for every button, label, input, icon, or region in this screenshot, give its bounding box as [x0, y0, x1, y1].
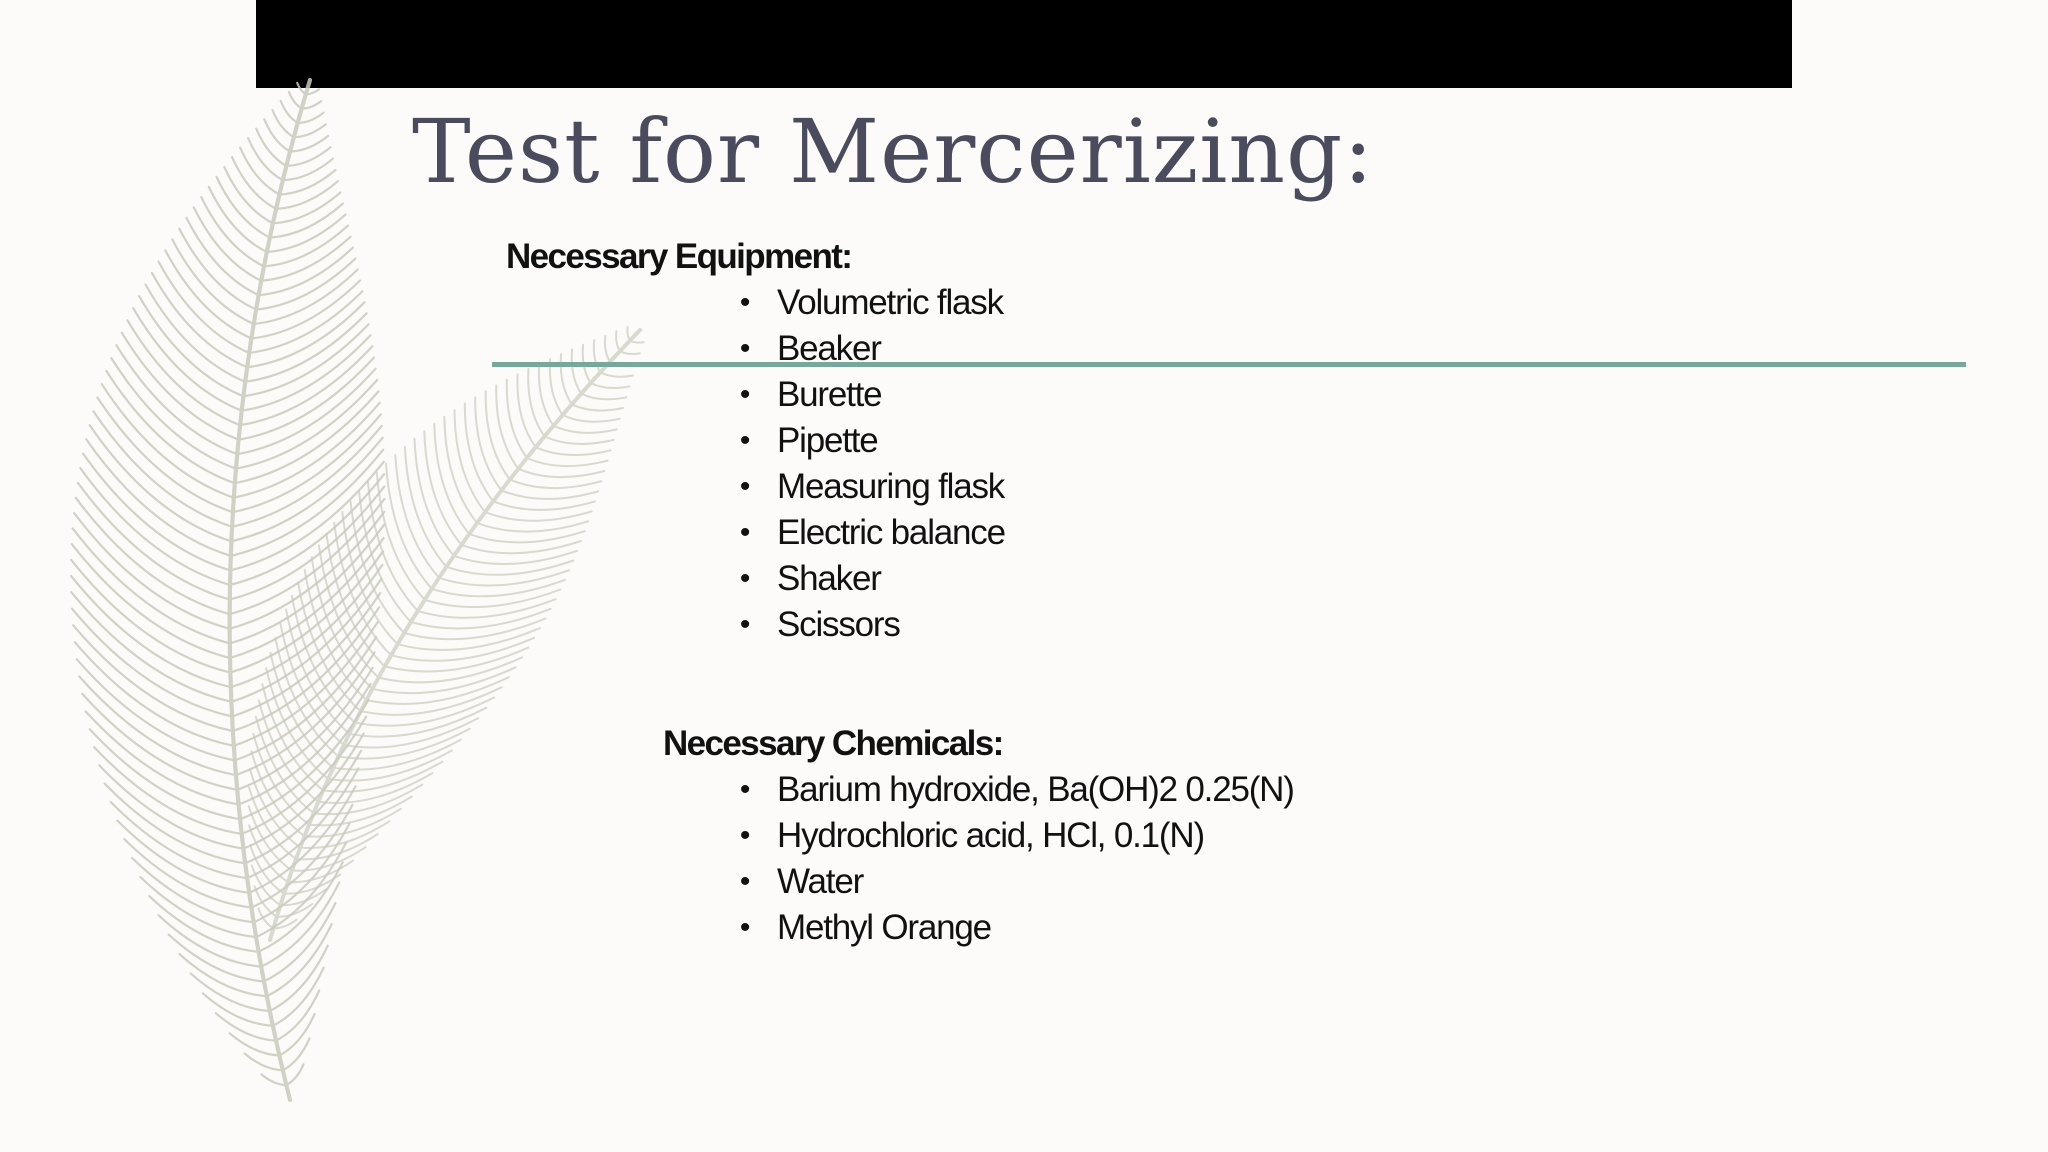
list-item: [712, 556, 1005, 602]
feather-illustration: [40, 60, 680, 1120]
chemical-item: Barium hydroxide, Ba(OH)2 0.25(N): [777, 770, 1294, 809]
bullet-icon: •: [739, 424, 750, 457]
list-item: [712, 510, 1005, 556]
chemicals-list: [712, 767, 1294, 951]
list-item: [712, 859, 1294, 905]
list-item: [712, 905, 1294, 951]
bullet-icon: •: [739, 911, 750, 944]
equipment-item: Electric balance: [777, 513, 1005, 552]
equipment-heading: Necessary Equipment:: [506, 237, 852, 276]
equipment-item: Burette: [777, 375, 882, 414]
bullet-icon: •: [739, 516, 750, 549]
chemical-item: Hydrochloric acid, HCl, 0.1(N): [777, 816, 1204, 855]
bullet-icon: •: [739, 286, 750, 319]
bullet-icon: •: [739, 562, 750, 595]
bullet-icon: •: [739, 819, 750, 852]
list-item: [712, 418, 1005, 464]
bullet-icon: •: [739, 470, 750, 503]
list-item: [712, 280, 1005, 326]
equipment-item: Pipette: [777, 421, 878, 460]
equipment-item: Shaker: [777, 559, 881, 598]
equipment-item: Scissors: [777, 605, 900, 644]
bullet-icon: •: [739, 608, 750, 641]
list-item: [712, 372, 1005, 418]
slide-title: Test for Mercerizing:: [412, 100, 1375, 203]
equipment-list: [712, 280, 1005, 648]
chemical-item: Water: [777, 862, 864, 901]
chemicals-heading: Necessary Chemicals:: [663, 724, 1003, 763]
chemical-item: Methyl Orange: [777, 908, 991, 947]
list-item: [712, 326, 1005, 372]
list-item: [712, 464, 1005, 510]
equipment-item: Measuring flask: [777, 467, 1005, 506]
bullet-icon: •: [739, 865, 750, 898]
list-item: [712, 767, 1294, 813]
bullet-icon: •: [739, 332, 750, 365]
bullet-icon: •: [739, 773, 750, 806]
equipment-item: Volumetric flask: [777, 283, 1003, 322]
list-item: [712, 813, 1294, 859]
bullet-icon: •: [739, 378, 750, 411]
list-item: [712, 602, 1005, 648]
equipment-item: Beaker: [777, 329, 881, 368]
